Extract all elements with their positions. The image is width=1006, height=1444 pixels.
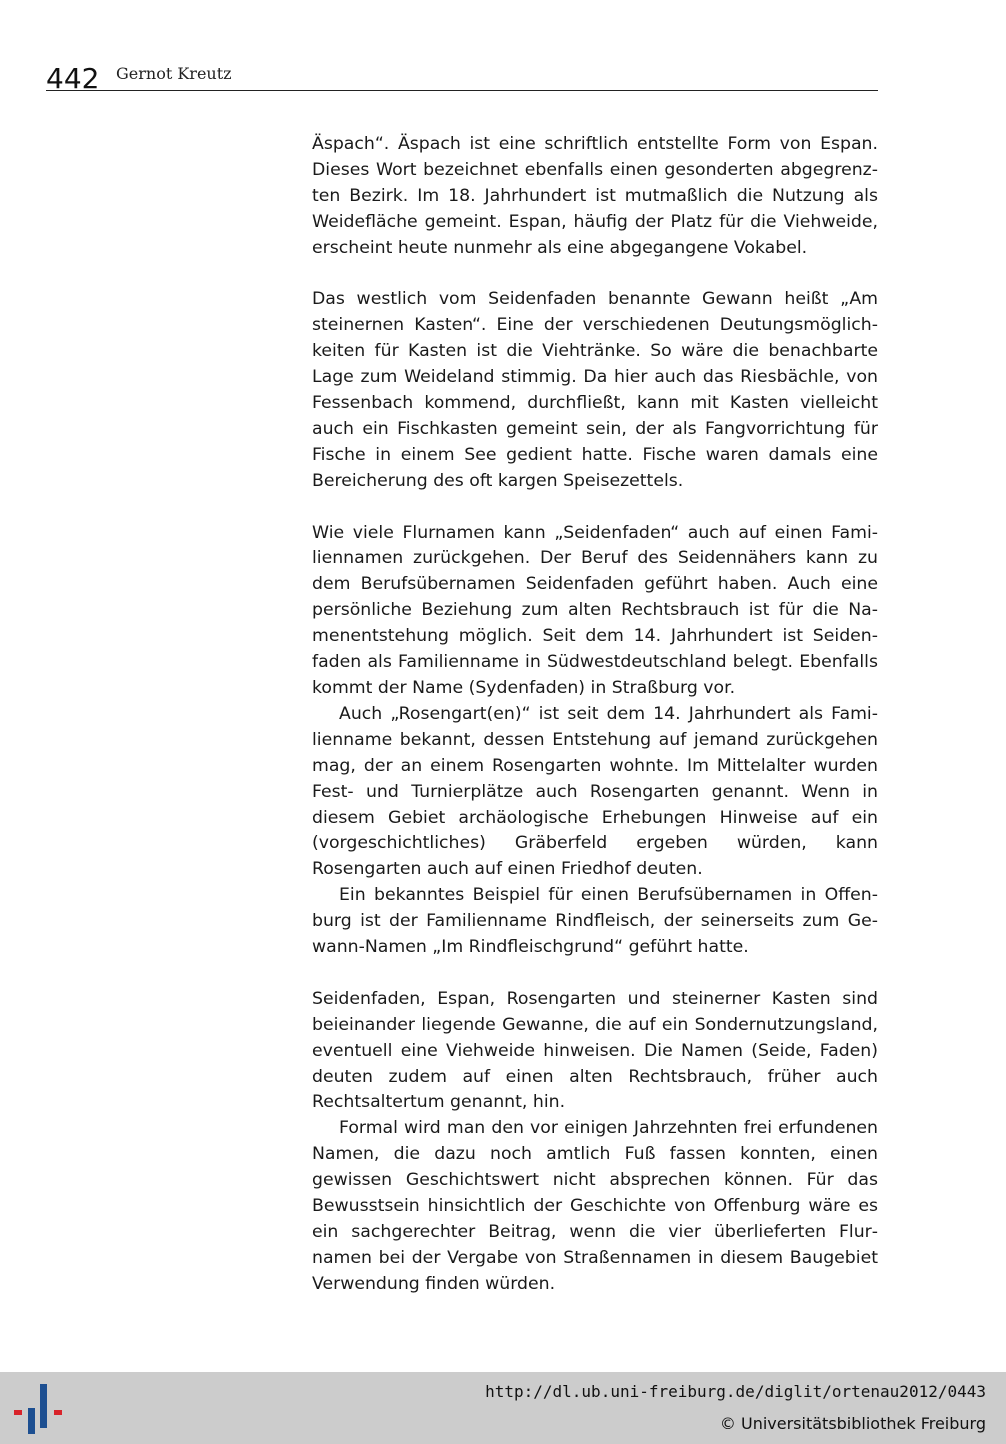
paragraph: Äspach“. Äspach ist eine schriftlich entstellte Form von Espan. Dieses Wort bezeichnet ebenfalls einen gesonderten abgegrenzten Bezirk. Im 18. Jahrhundert ist mutmaßlich die Nutzung als Weidefläche gemeint. Espan, häufig der Platz für die Viehweide, erscheint heute nunmehr als eine abgegangene Vokabel. — [312, 134, 878, 258]
running-head-author: Gernot Kreutz — [116, 64, 232, 83]
page-number: 442 — [46, 62, 100, 95]
copyright-notice: © Universitätsbibliothek Freiburg — [719, 1414, 986, 1433]
paragraph: Ein bekanntes Beispiel für einen Berufsübernamen in Offenburg ist der Familienname Rindfleisch, der seinerseits zum Gewann-Namen „Im Rindfleischgrund“ geführt hatte. — [312, 885, 878, 958]
paragraph: Seidenfaden, Espan, Rosengarten und steinerner Kasten sind beieinander liegende Gewanne, die auf ein Sondernutzungsland, eventuell eine Viehweide hinweisen. Die Namen (Seide, Faden) deuten zudem auf einen alten Rechtsbrauch, früher auch Rechtsaltertum genannt, hin. — [312, 988, 878, 1113]
ub-freiburg-logo-icon[interactable] — [12, 1384, 64, 1434]
paragraph: Auch „Rosengart(en)“ ist seit dem 14. Jahrhundert als Familienname bekannt, dessen Entstehung auf jemand zurückgehen mag, der an einem Rosengarten wohnte. Im Mittelalter wurden Fest- und Turnierplätze auch Rosengarten genannt. Wenn in diesem Gebiet archäologische Erhebungen Hinweise auf ein (vorgeschichtliches) Gräberfeld ergeben würden, kann Rosengarten auch auf einen Friedhof deuten. — [312, 703, 878, 880]
body-text — [312, 132, 878, 1298]
footer-bar — [0, 1372, 1006, 1444]
paragraph: Wie viele Flurnamen kann „Seidenfaden“ auch auf einen Familiennamen zurückgehen. Der Beruf des Seidennähers kann zu dem Berufsübernamen Seidenfaden geführt haben. Auch eine persönliche Beziehung zum alten Rechtsbrauch ist für die Namenentstehung möglich. Seit dem 14. Jahrhundert ist Seidenfaden als Familienname in Südwestdeutschland belegt. Ebenfalls kommt der Name (Sydenfaden) in Straßburg vor. — [312, 522, 878, 698]
paragraph: Formal wird man den vor einigen Jahrzehnten frei erfundenen Namen, die dazu noch amtlich Fuß fassen konnten, einen gewissen Geschichtswert nicht absprechen können. Für das Bewusstsein hinsichtlich der Geschichte von Offenburg wäre es ein sachgerechter Beitrag, wenn die vier überlieferten Flurnamen bei der Vergabe von Straßennamen in diesem Baugebiet Verwendung finden würden. — [312, 1118, 878, 1294]
source-url-link[interactable]: http://dl.ub.uni-freiburg.de/diglit/ortenau2012/0443 — [485, 1382, 986, 1401]
paragraph: Das westlich vom Seidenfaden benannte Gewann heißt „Am steinernen Kasten“. Eine der verschiedenen Deutungsmöglichkeiten für Kasten ist die Viehtränke. So wäre die benachbarte Lage zum Weideland stimmig. Da hier auch das Riesbächle, von Fessenbach kommend, durchfließt, kann mit Kasten vielleicht auch ein Fischkasten gemeint sein, der als Fangvorrichtung für Fische in einem See gedient hatte. Fische waren damals eine Bereicherung des oft kargen Speisezettels. — [312, 289, 878, 491]
page-header — [46, 60, 878, 95]
